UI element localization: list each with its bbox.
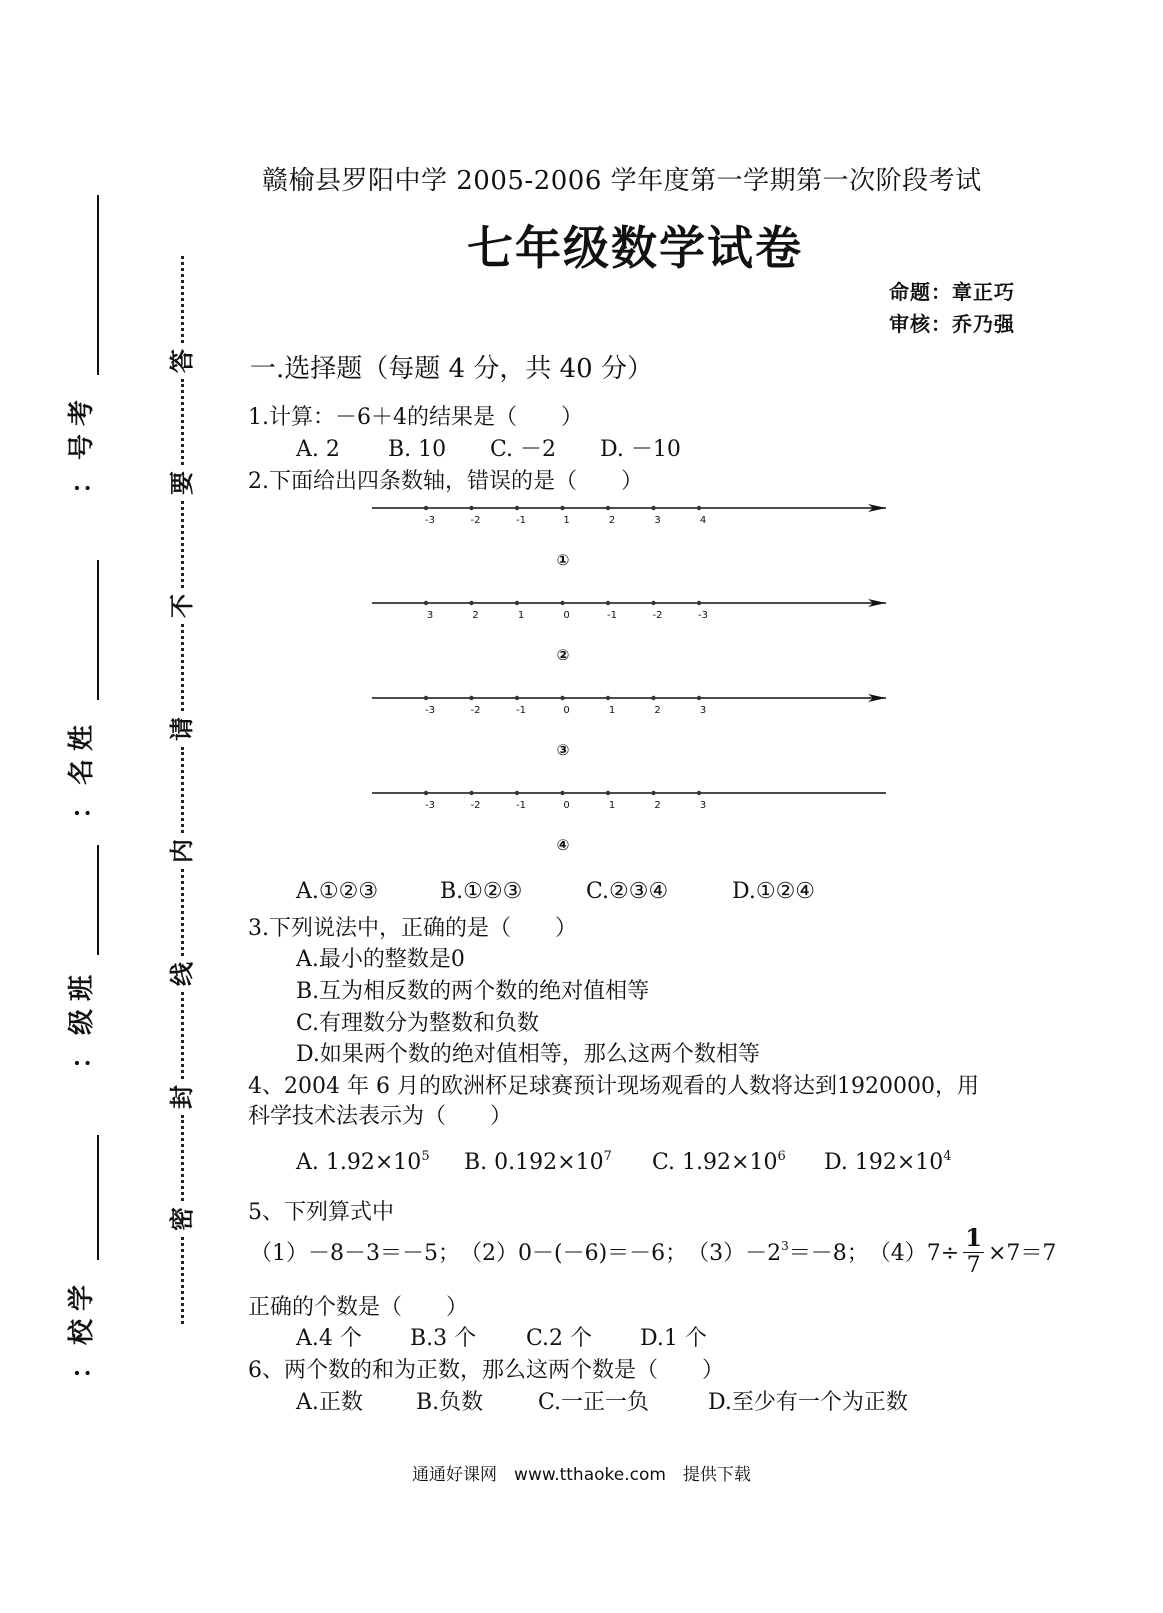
tick-label: -3 bbox=[425, 800, 435, 811]
name-field bbox=[60, 725, 104, 819]
option-d: D. －10 bbox=[600, 437, 681, 462]
question-5-options bbox=[296, 1321, 707, 1352]
question-1-stem: 1.计算：－6＋4的结果是（ ） bbox=[248, 405, 583, 430]
question-6-options bbox=[296, 1385, 908, 1416]
tick-label: 3 bbox=[654, 515, 661, 526]
question-5-expressions bbox=[250, 1223, 1057, 1278]
name-line bbox=[97, 560, 99, 700]
seal-line bbox=[168, 250, 196, 1330]
tick-label: -2 bbox=[652, 610, 663, 621]
exam-number-field bbox=[60, 400, 104, 494]
axis-tick bbox=[424, 601, 428, 605]
question-3-stem: 3.下列说法中，正确的是（ ） bbox=[248, 916, 577, 941]
option-b: B. 10 bbox=[388, 437, 447, 462]
exam-title: 七年级数学试卷 bbox=[467, 221, 803, 275]
axis-tick bbox=[697, 696, 701, 700]
question-1-options bbox=[296, 432, 681, 463]
tick-label: -1 bbox=[516, 800, 526, 811]
axis-tick bbox=[651, 791, 655, 795]
name-label: 姓 名 ： bbox=[66, 724, 97, 820]
question-5-follow: 正确的个数是（ ） bbox=[248, 1295, 469, 1320]
tick-label: -3 bbox=[425, 515, 435, 526]
seal-dots bbox=[181, 747, 184, 834]
option-b: B.①②③ bbox=[440, 879, 523, 904]
axis-tick bbox=[651, 696, 655, 700]
tick-label: 0 bbox=[563, 800, 570, 811]
school-field bbox=[60, 1285, 104, 1379]
seal-dots bbox=[181, 1237, 184, 1324]
seal-char: 不 bbox=[167, 594, 196, 619]
axis-tick bbox=[424, 696, 428, 700]
option-a: A.①②③ bbox=[296, 879, 379, 904]
axis-marker: ① bbox=[556, 551, 570, 569]
axis-tick bbox=[651, 601, 655, 605]
expression-1: （1）－8－3＝－5； bbox=[250, 1241, 460, 1266]
option-c: C.②③④ bbox=[586, 879, 669, 904]
tick-label: 3 bbox=[426, 610, 434, 621]
tick-label: 0 bbox=[563, 705, 570, 716]
option-b: B.3 个 bbox=[410, 1326, 477, 1351]
expression-2: （2）0－(－6)＝－6； bbox=[460, 1241, 688, 1266]
seal-dots bbox=[181, 992, 184, 1079]
class-label: 班 级 ： bbox=[66, 974, 97, 1070]
option-d: D.1 个 bbox=[640, 1326, 707, 1351]
seal-dots bbox=[181, 869, 184, 956]
axis-tick bbox=[697, 791, 701, 795]
tick-label: 3 bbox=[699, 705, 707, 716]
tick-label: 0 bbox=[563, 610, 570, 621]
option-d: D.①②④ bbox=[732, 879, 816, 904]
school-line bbox=[97, 1135, 99, 1260]
tick-label: -1 bbox=[607, 610, 617, 621]
section-heading: 一.选择题（每题 4 分，共 40 分） bbox=[250, 354, 653, 384]
tick-label: -2 bbox=[470, 705, 481, 716]
axis-marker: ③ bbox=[556, 741, 570, 759]
tick-label: 1 bbox=[563, 515, 570, 526]
axis-marker: ② bbox=[556, 646, 570, 664]
seal-char: 要 bbox=[167, 471, 196, 496]
axis-tick bbox=[560, 506, 564, 510]
option-a: A. 2 bbox=[296, 437, 340, 462]
option-b: B.负数 bbox=[416, 1390, 484, 1415]
exam-subtitle: 赣榆县罗阳中学 2005-2006 学年度第一学期第一次阶段考试 bbox=[262, 166, 982, 196]
option-a: A.正数 bbox=[296, 1390, 363, 1415]
seal-char: 线 bbox=[167, 962, 196, 987]
tick-label: 1 bbox=[517, 610, 525, 621]
tick-label: 2 bbox=[608, 515, 616, 526]
question-4-stem-line-2: 科学技术法表示为（ ） bbox=[248, 1104, 513, 1129]
question-6-stem: 6、两个数的和为正数，那么这两个数是（ ） bbox=[248, 1358, 724, 1383]
axis-tick bbox=[469, 696, 473, 700]
class-line bbox=[97, 845, 99, 955]
option-b: B. $0.192\times 10^7$ bbox=[464, 1149, 612, 1175]
tick-label: -3 bbox=[698, 610, 708, 621]
tick-label: 4 bbox=[699, 515, 707, 526]
question-3-option-b: B.互为相反数的两个数的绝对值相等 bbox=[296, 979, 650, 1004]
question-2-stem: 2.下面给出四条数轴，错误的是（ ） bbox=[248, 469, 643, 494]
axis-tick bbox=[606, 506, 610, 510]
seal-char: 请 bbox=[167, 716, 196, 741]
tick-label: 2 bbox=[654, 800, 661, 811]
option-c: C. $1.92\times 10^6$ bbox=[652, 1149, 786, 1175]
question-2-options bbox=[296, 879, 815, 904]
axis-tick bbox=[606, 601, 610, 605]
proposer-credit: 命题：章正巧 bbox=[889, 280, 1015, 304]
axis-tick bbox=[697, 601, 701, 605]
option-a: A. $1.92\times 10^5$ bbox=[296, 1149, 430, 1175]
seal-dots bbox=[181, 379, 184, 466]
exam-number-label: 考 号 ： bbox=[66, 399, 97, 495]
axis-marker: ④ bbox=[556, 836, 570, 854]
school-label: 学 校 ： bbox=[66, 1284, 97, 1380]
question-3-option-a: A.最小的整数是0 bbox=[296, 947, 465, 972]
tick-label: 3 bbox=[699, 800, 707, 811]
fraction: $\frac{1}{7}$ bbox=[965, 1223, 982, 1278]
seal-char: 密 bbox=[167, 1207, 196, 1232]
seal-dots bbox=[181, 624, 184, 711]
axis-tick bbox=[515, 696, 519, 700]
question-3-option-c: C.有理数分为整数和负数 bbox=[296, 1011, 540, 1036]
axis-tick bbox=[606, 791, 610, 795]
tick-label: 2 bbox=[654, 705, 661, 716]
number-lines-figure bbox=[360, 495, 900, 865]
question-5-stem: 5、下列算式中 bbox=[248, 1200, 394, 1225]
tick-label: -2 bbox=[470, 515, 481, 526]
axis-tick bbox=[515, 506, 519, 510]
seal-char: 封 bbox=[167, 1084, 196, 1109]
axis-tick bbox=[424, 791, 428, 795]
expression-3: $(3)-2^3=-8$； bbox=[687, 1239, 869, 1266]
tick-label: -3 bbox=[425, 705, 435, 716]
tick-label: 1 bbox=[608, 705, 616, 716]
axis-tick bbox=[515, 601, 519, 605]
seal-dots bbox=[181, 1115, 184, 1202]
expression-4: （4）7÷ $\frac{1}{7}$ ×7＝7 bbox=[868, 1223, 1057, 1278]
option-c: C.一正一负 bbox=[538, 1390, 650, 1415]
question-4-options bbox=[296, 1149, 952, 1175]
axis-tick bbox=[560, 601, 564, 605]
reviewer-credit: 审核：乔乃强 bbox=[889, 312, 1015, 336]
axis-tick bbox=[560, 696, 564, 700]
question-3-option-d: D.如果两个数的绝对值相等，那么这两个数相等 bbox=[296, 1042, 760, 1067]
tick-label: -1 bbox=[516, 515, 526, 526]
axis-tick bbox=[469, 601, 473, 605]
question-4-stem-line-1: 4、2004 年 6 月的欧洲杯足球赛预计现场观看的人数将达到1920000，用 bbox=[248, 1074, 979, 1099]
axis-tick bbox=[424, 506, 428, 510]
tick-label: -2 bbox=[470, 800, 481, 811]
axis-tick bbox=[469, 791, 473, 795]
seal-dots bbox=[181, 501, 184, 588]
axis-tick bbox=[515, 791, 519, 795]
axis-tick bbox=[469, 506, 473, 510]
option-d: D. $192\times 10^4$ bbox=[824, 1149, 952, 1175]
tick-label: 1 bbox=[608, 800, 616, 811]
option-c: C.2 个 bbox=[526, 1326, 593, 1351]
axis-tick bbox=[651, 506, 655, 510]
tick-label: 2 bbox=[472, 610, 479, 621]
seal-char: 内 bbox=[167, 839, 196, 864]
class-field bbox=[60, 975, 104, 1069]
tick-label: -1 bbox=[516, 705, 526, 716]
option-c: C. －2 bbox=[490, 437, 557, 462]
axis-tick bbox=[560, 791, 564, 795]
option-a: A.4 个 bbox=[296, 1326, 362, 1351]
footer-credit: 通通好课网 www.tthaoke.com 提供下载 bbox=[412, 1465, 751, 1485]
axis-tick bbox=[697, 506, 701, 510]
axis-tick bbox=[606, 696, 610, 700]
seal-char: 答 bbox=[167, 348, 196, 373]
option-d: D.至少有一个为正数 bbox=[708, 1390, 908, 1415]
